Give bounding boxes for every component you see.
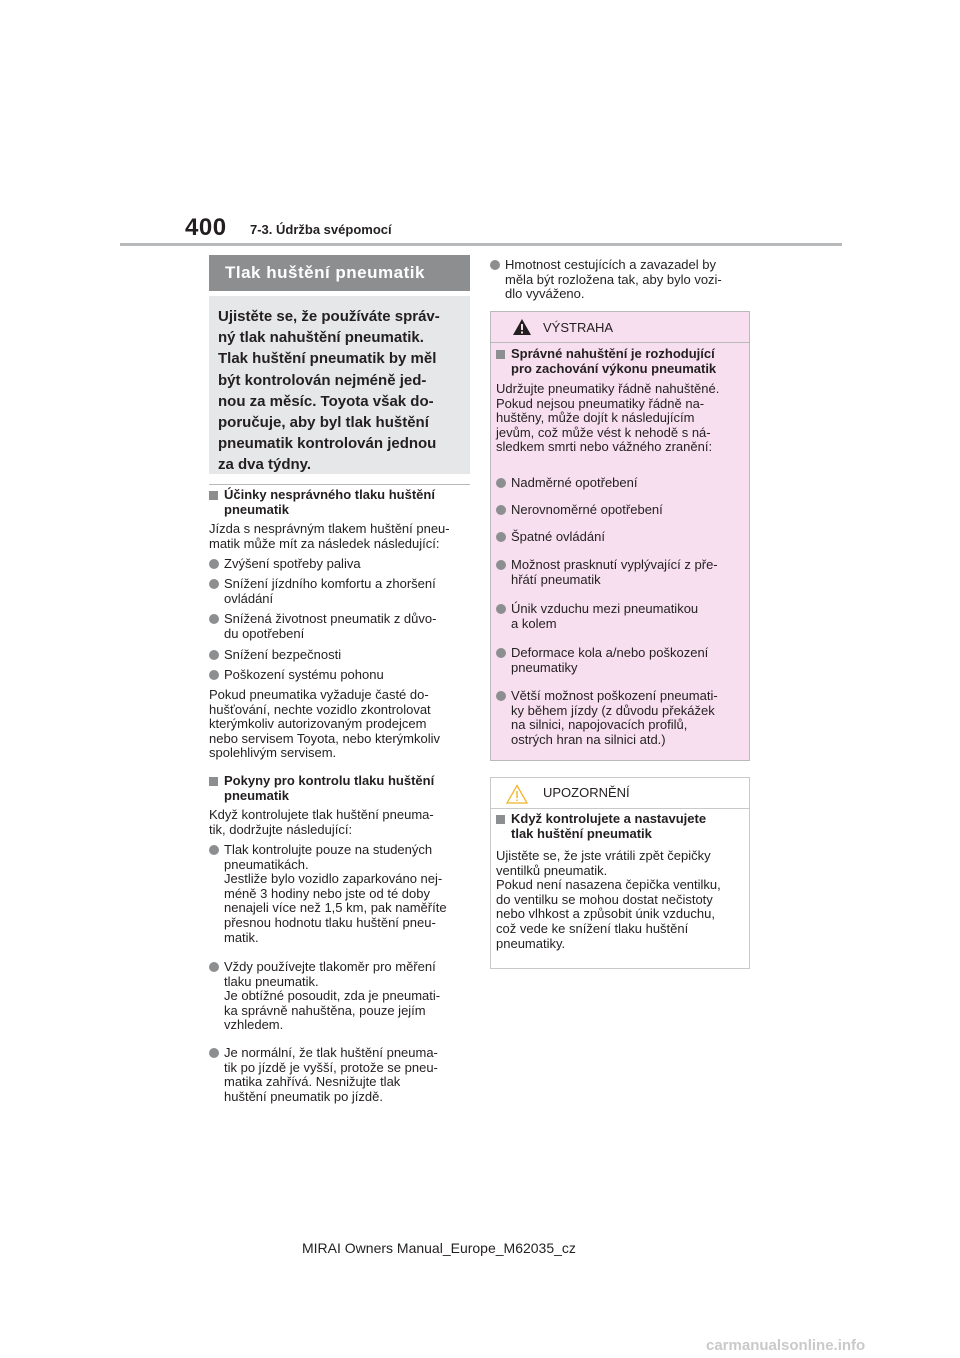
- watermark: carmanualsonline.info: [706, 1337, 866, 1354]
- caution-header: [491, 778, 749, 809]
- paragraph: Pokud pneumatika vyžaduje časté do- hušťování, nechte vozidlo zkontrolovat kterýmkoliv autorizovaným prodejcem nebo servisem Toyota, nebo kterýmkoliv spolehlivým servisem.: [209, 687, 440, 761]
- bullet-item: Hmotnost cestujících a zavazadel by měla být rozložena tak, aby bylo vozi- dlo vyváženo.: [490, 258, 722, 302]
- warning-bullet: Nadměrné opotřebení: [496, 476, 637, 491]
- warning-bullet: Únik vzduchu mezi pneumatikou a kolem: [496, 602, 698, 631]
- bullet-item: Vždy používejte tlakoměr pro měření tlaku pneumatik. Je obtížné posoudit, zda je pneumati- ka správně nahuštěna, pouze jejím vzhledem.: [209, 960, 440, 1033]
- page-number: 400: [185, 214, 227, 241]
- warning-bullet: Nerovnoměrné opotřebení: [496, 503, 663, 518]
- bullet-item: Snížení bezpečnosti: [209, 648, 341, 663]
- paragraph: Když kontrolujete tlak huštění pneuma- tik, dodržujte následující:: [209, 807, 434, 837]
- subheading-effects: Účinky nesprávného tlaku huštění pneumatik: [209, 488, 435, 517]
- caution-paragraph: Ujistěte se, že jste vrátili zpět čepičky ventilků pneumatik. Pokud není nasazena čepička ventilku, do ventilku se mohou dostat nečistoty nebo vlhkost a způsobit únik vzduchu, což vede ke snížení tlaku huštění pneumatiky.: [496, 848, 721, 951]
- warning-bullet: Deformace kola a/nebo poškození pneumatiky: [496, 646, 708, 675]
- bullet-item: Poškození systému pohonu: [209, 668, 384, 683]
- footer-text: MIRAI Owners Manual_Europe_M62035_cz: [302, 1240, 576, 1256]
- warning-paragraph: Udržujte pneumatiky řádně nahuštěné. Pokud nejsou pneumatiky řádně na- huštěny, může dojít k následujícím jevům, což může vést k nehodě s ná- sledkem smrti nebo vážného zranění:: [496, 381, 720, 455]
- caution-triangle-icon: [506, 784, 528, 804]
- subheading-instructions: Pokyny pro kontrolu tlaku huštění pneumatik: [209, 774, 434, 803]
- warning-title: VÝSTRAHA: [543, 320, 614, 335]
- intro-text: Ujistěte se, že používáte správ- ný tlak nahuštění pneumatik. Tlak huštění pneumatik by měl být kontrolován nejméně jed- nou za měsíc. Toyota však do- poručuje, aby byl tlak huštění pneumatik kontrolován jednou za dva týdny.: [218, 308, 440, 474]
- bullet-item: Snížení jízdního komfortu a zhoršení ovládání: [209, 577, 436, 606]
- header-rule: [120, 243, 842, 246]
- warning-bullet: Možnost prasknutí vyplývající z pře- hřátí pneumatik: [496, 558, 718, 587]
- caution-subheading: Když kontrolujete a nastavujete tlak huštění pneumatik: [496, 812, 706, 841]
- title-bar: [209, 255, 470, 291]
- bullet-item: Tlak kontrolujte pouze na studených pneumatikách. Jestliže bylo vozidlo zaparkováno nej- méně 3 hodiny nebo jste od té doby nenajeli více než 1,5 km, pak naměříte přesnou hodnotu tlaku huštění pneu- matik.: [209, 843, 447, 945]
- warning-box: [490, 311, 750, 761]
- bullet-item: Snížená životnost pneumatik z důvo- du opotřebení: [209, 612, 436, 641]
- warning-bullet: Větší možnost poškození pneumati- ky během jízdy (z důvodu překážek na silnici, napojovacích profilů, ostrých hran na silnici atd.): [496, 689, 718, 747]
- warning-header: [491, 312, 749, 343]
- divider: [209, 484, 470, 485]
- bullet-item: Zvýšení spotřeby paliva: [209, 557, 361, 572]
- warning-triangle-icon: [512, 318, 532, 336]
- bullet-item: Je normální, že tlak huštění pneuma- tik po jízdě je vyšší, protože se pneu- matika zahřívá. Nesnižujte tlak huštění pneumatik po jízdě.: [209, 1046, 438, 1104]
- page-title: Tlak huštění pneumatik: [225, 263, 425, 282]
- paragraph: Jízda s nesprávným tlakem huštění pneu- matik může mít za následek následující:: [209, 521, 450, 551]
- caution-box: [490, 777, 750, 969]
- caution-title: UPOZORNĚNÍ: [543, 785, 630, 800]
- warning-bullet: Špatné ovládání: [496, 530, 605, 545]
- intro-box: [209, 296, 470, 474]
- warning-subheading: Správné nahuštění je rozhodující pro zachování výkonu pneumatik: [496, 347, 716, 376]
- section-title: 7-3. Údržba svépomocí: [250, 222, 392, 237]
